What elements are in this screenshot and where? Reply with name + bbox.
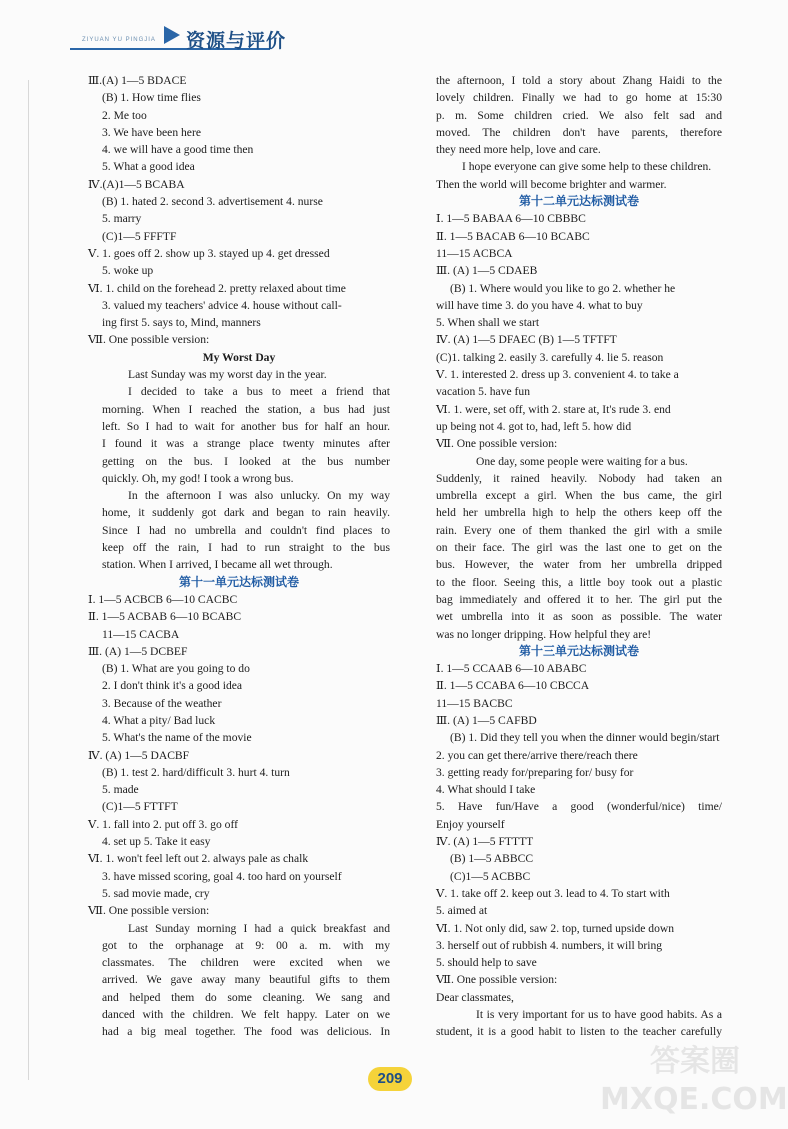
answer-line: Ⅶ. One possible version: xyxy=(436,973,558,987)
answer-line: got to the orphanage at 9: 00 a. m. with my xyxy=(102,938,390,952)
answer-line: Ⅳ. (A) 1—5 FTTTT xyxy=(436,835,534,849)
answer-line: Enjoy yourself xyxy=(436,817,505,831)
page-header xyxy=(56,22,286,58)
answer-line: held her umbrella high to help the others keep off the xyxy=(436,506,722,520)
answer-line: bus. However, the water from her umbrella dripped xyxy=(436,558,722,572)
answer-line: on their face. The girl was the last one to get on the xyxy=(436,541,722,555)
answer-line: lovely children. Finally we had to go home at 15:30 xyxy=(436,91,722,105)
answer-line: student, it is a good habit to listen to the teacher carefully xyxy=(436,1025,722,1039)
answer-line: left. So I had to wait for another bus for half an hour. xyxy=(102,419,390,433)
answer-line: One day, some people were waiting for a bus. xyxy=(476,454,688,468)
answer-line: Ⅰ. 1—5 ACBCB 6—10 CACBC xyxy=(88,592,238,606)
answer-line: (C)1—5 FFFTF xyxy=(102,229,177,243)
answer-line: Ⅴ. 1. interested 2. dress up 3. convenient 4. to take a xyxy=(436,368,679,382)
section-heading: 第十三单元达标测试卷 xyxy=(518,643,639,658)
answer-line: Last Sunday was my worst day in the year. xyxy=(128,368,327,382)
answer-line: 11—15 CACBA xyxy=(102,627,180,641)
answer-line: quickly. Oh, my god! I took a wrong bus. xyxy=(102,471,294,485)
answer-line: Ⅴ. 1. take off 2. keep out 3. lead to 4. To start with xyxy=(436,886,670,900)
answer-line: and helped them do some cleaning. We sang and xyxy=(102,990,390,1004)
answer-line: I decided to take a bus to meet a friend that xyxy=(128,385,390,399)
right-column xyxy=(436,72,722,1041)
answer-line: (C)1. talking 2. easily 3. carefully 4. lie 5. reason xyxy=(436,350,664,364)
essay-title: My Worst Day xyxy=(202,350,276,364)
answer-line: (C)1—5 FTTFT xyxy=(102,800,178,814)
answer-line: (C)1—5 ACBBC xyxy=(450,869,531,883)
answer-line: classmates. The children were excited when we xyxy=(102,956,390,970)
answer-line: 2. you can get there/arrive there/reach there xyxy=(436,748,638,762)
page-edge-shadow xyxy=(28,80,29,1080)
answer-line: 3. getting ready for/preparing for/ busy for xyxy=(436,765,634,779)
answer-line: (B) 1. Did they tell you when the dinner would begin/start xyxy=(450,731,720,745)
answer-line: Since I had no umbrella and couldn't find places to xyxy=(102,523,390,537)
answer-line: 5. woke up xyxy=(102,264,154,278)
answer-line: 5. marry xyxy=(102,212,142,226)
answer-line: danced with the children. We felt happy. Later on we xyxy=(102,1008,390,1022)
answer-line: 5. made xyxy=(102,783,139,797)
answer-line: Ⅰ. 1—5 CCAAB 6—10 ABABC xyxy=(436,662,587,676)
answer-line: Ⅵ. 1. were, set off, with 2. stare at, It's rude 3. end xyxy=(436,402,671,416)
answer-line: Ⅴ. 1. goes off 2. show up 3. stayed up 4. get dressed xyxy=(88,246,330,260)
answer-line: Ⅵ. 1. won't feel left out 2. always pale as chalk xyxy=(88,852,309,866)
answer-line: 5. Have fun/Have a good (wonderful/nice) time/ xyxy=(436,800,722,814)
answer-line: 2. Me too xyxy=(102,108,147,122)
answer-line: Last Sunday morning I had a quick breakfast and xyxy=(128,921,390,935)
answer-line: they need more help, love and care. xyxy=(436,143,601,157)
answer-line: vacation 5. have fun xyxy=(436,385,531,399)
header-title: 资源与评价 xyxy=(186,30,287,52)
answer-line: I hope everyone can give some help to these children. xyxy=(462,160,712,174)
answer-line: Ⅵ. 1. Not only did, saw 2. top, turned upside down xyxy=(436,921,675,935)
answer-line: 11—15 ACBCA xyxy=(436,246,513,260)
answer-line: 5. aimed at xyxy=(436,904,488,918)
answer-line: Suddenly, it rained heavily. Nobody had taken an xyxy=(436,471,722,485)
answer-line: 4. set up 5. Take it easy xyxy=(102,835,211,849)
answer-line: keep off the rain, I had to run straight to the bus xyxy=(102,541,390,555)
answer-line: up being not 4. got to, had, left 5. how did xyxy=(436,419,632,433)
answer-line: Ⅲ.(A) 1—5 BDACE xyxy=(88,74,187,87)
answer-line: will have time 3. do you have 4. what to buy xyxy=(436,298,643,312)
answer-line: Ⅱ. 1—5 BACAB 6—10 BCABC xyxy=(436,229,590,243)
answer-line: 5. should help to save xyxy=(436,956,537,970)
answer-line: 4. What a pity/ Bad luck xyxy=(102,713,216,727)
page-number: 209 xyxy=(368,1067,412,1091)
answer-line: Ⅱ. 1—5 CCABA 6—10 CBCCA xyxy=(436,679,590,693)
answer-line: (B) 1. What are you going to do xyxy=(102,662,250,676)
left-column xyxy=(88,72,390,1041)
answer-line: Ⅲ. (A) 1—5 CAFBD xyxy=(436,713,537,727)
answer-line: bag immediately and offered it to her. The girl put the xyxy=(436,592,722,606)
answer-line: station. When I arrived, I became all wet through. xyxy=(102,558,333,572)
answer-line: Ⅴ. 1. fall into 2. put off 3. go off xyxy=(88,817,238,831)
answer-line: wet umbrella into it as soon as possible. The water xyxy=(436,610,722,624)
answer-line: Ⅳ. (A) 1—5 DFAEC (B) 1—5 TFTFT xyxy=(436,333,617,347)
answer-line: was no longer dripping. How helpful they are! xyxy=(436,627,652,641)
answer-line: the afternoon, I told a story about Zhang Haidi to the xyxy=(436,74,722,87)
answer-line: morning. When I reached the station, a bus had just xyxy=(102,402,390,416)
answer-line: umbrella except a girl. When the bus came, the girl xyxy=(436,489,722,503)
answer-line: 4. we will have a good time then xyxy=(102,143,254,157)
answer-line: Ⅳ. (A) 1—5 DACBF xyxy=(88,748,190,762)
watermark-logo: 答案圈 MXQE.COM xyxy=(600,1044,788,1117)
section-heading: 第十一单元达标测试卷 xyxy=(178,574,299,589)
answer-line: Ⅱ. 1—5 ACBAB 6—10 BCABC xyxy=(88,610,242,624)
answer-line: (B) 1—5 ABBCC xyxy=(450,852,534,866)
answer-line: Ⅶ. One possible version: xyxy=(88,904,210,918)
answer-line: 3. valued my teachers' advice 4. house without call- xyxy=(102,298,342,312)
answer-line: moved. The children don't have parents, therefore xyxy=(436,125,722,139)
header-subtitle: ZIYUAN YU PINGJIA xyxy=(82,37,156,43)
answer-line: Ⅶ. One possible version: xyxy=(88,333,210,347)
answer-line: Ⅲ. (A) 1—5 CDAEB xyxy=(436,264,538,278)
answer-line: 3. We have been here xyxy=(102,125,201,139)
section-heading: 第十二单元达标测试卷 xyxy=(518,194,639,209)
answer-line: Ⅲ. (A) 1—5 DCBEF xyxy=(88,644,188,658)
answer-line: Ⅳ.(A)1—5 BCABA xyxy=(88,177,185,191)
answer-line: rain. Every one of them thanked the girl with a smile xyxy=(436,523,722,537)
header-arrow-icon xyxy=(164,26,180,44)
answer-line: 3. have missed scoring, goal 4. too hard on yourself xyxy=(102,869,342,883)
answer-line: (B) 1. hated 2. second 3. advertisement 4. nurse xyxy=(102,195,323,209)
answer-line: ing first 5. says to, Mind, manners xyxy=(102,316,261,330)
answer-line: In the afternoon I was also unlucky. On my way xyxy=(128,489,390,503)
answer-line: had a big meal together. The food was delicious. In xyxy=(102,1025,390,1039)
answer-line: Then the world will become brighter and warmer. xyxy=(436,177,667,191)
answer-line: home, it suddenly got dark and began to rain heavily. xyxy=(102,506,390,520)
answer-line: 5. What's the name of the movie xyxy=(102,731,252,745)
answer-line: arrived. We gave away many beautiful gifts to them xyxy=(102,973,390,987)
answer-line: 5. When shall we start xyxy=(436,316,540,330)
answer-line: 3. Because of the weather xyxy=(102,696,222,710)
answer-line: p. m. Some children cried. We also felt sad and xyxy=(436,108,722,122)
answer-line: 11—15 BACBC xyxy=(436,696,513,710)
answer-line: 2. I don't think it's a good idea xyxy=(102,679,243,693)
answer-line: getting on the bus. I looked at the bus number xyxy=(102,454,390,468)
answer-line: (B) 1. test 2. hard/difficult 3. hurt 4. turn xyxy=(102,765,290,779)
answer-line: Dear classmates, xyxy=(436,990,514,1004)
answer-line: (B) 1. Where would you like to go 2. whether he xyxy=(450,281,676,295)
answer-line: Ⅶ. One possible version: xyxy=(436,437,558,451)
answer-line: Ⅰ. 1—5 BABAA 6—10 CBBBC xyxy=(436,212,586,226)
answer-line: to the floor. Seeing this, a little boy took out a plastic xyxy=(436,575,722,589)
answer-line: 4. What should I take xyxy=(436,783,536,797)
answer-line: 5. What a good idea xyxy=(102,160,195,174)
answer-line: 5. sad movie made, cry xyxy=(102,886,210,900)
answer-line: Ⅵ. 1. child on the forehead 2. pretty relaxed about time xyxy=(88,281,346,295)
answer-line: 3. herself out of rubbish 4. numbers, it will bring xyxy=(436,938,663,952)
answer-line: I found it was a strange place twenty minutes after xyxy=(102,437,390,451)
answer-line: (B) 1. How time flies xyxy=(102,91,201,105)
answer-line: It is very important for us to have good habits. As a xyxy=(476,1008,722,1022)
